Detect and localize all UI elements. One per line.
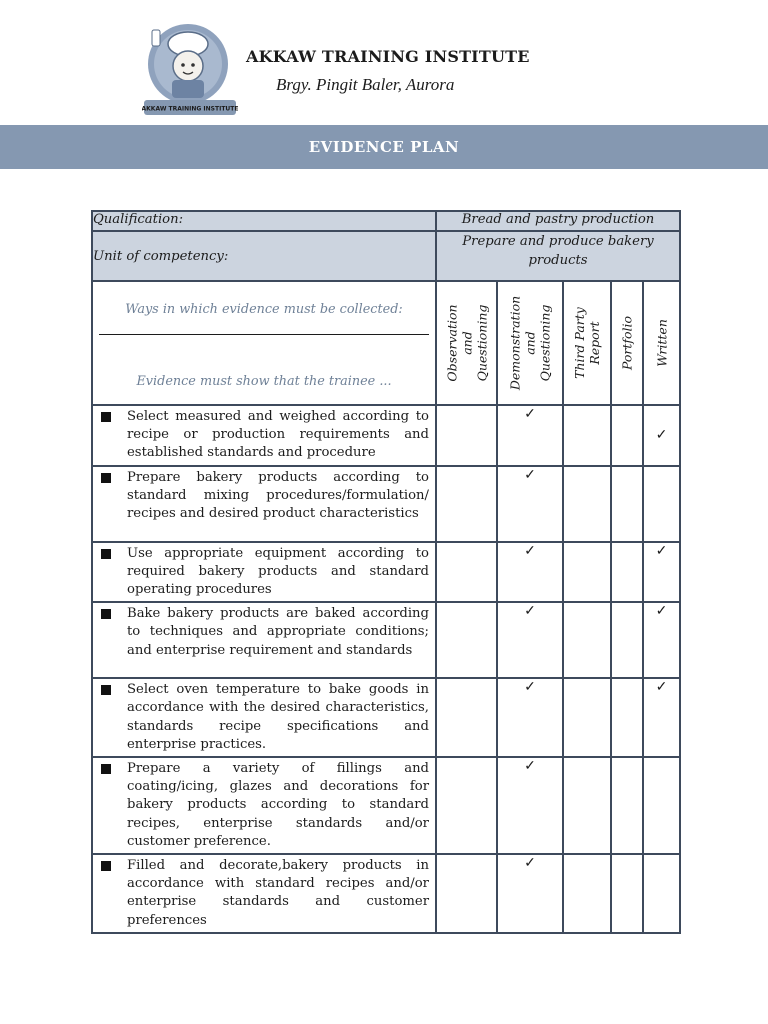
- method-cell: [436, 542, 497, 603]
- checkmark-icon: ✓: [497, 542, 563, 603]
- criterion-cell: [92, 405, 436, 466]
- ways-text: Ways in which evidence must be collected:: [125, 302, 403, 317]
- checkmark-icon: ✓: [497, 466, 563, 542]
- page-banner: [0, 125, 768, 169]
- unit-value: Prepare and produce bakery products: [436, 231, 680, 281]
- bullet-icon: [101, 685, 111, 695]
- criterion-row: [92, 405, 680, 466]
- method-cell: [563, 542, 611, 603]
- checkmark-icon: ✓: [643, 602, 680, 678]
- method-cell: [643, 466, 680, 542]
- bullet-icon: [101, 861, 111, 871]
- checkmark-icon: ✓: [497, 602, 563, 678]
- criterion-cell: [92, 854, 436, 933]
- method-header-written: [643, 281, 680, 405]
- method-cell: [611, 405, 643, 466]
- method-cell: [563, 757, 611, 854]
- method-cell: [643, 757, 680, 854]
- method-cell: [611, 854, 643, 933]
- method-line: Written: [654, 319, 670, 367]
- criterion-row: [92, 466, 680, 542]
- method-header-third-party: [563, 281, 611, 405]
- checkmark-icon: ✓: [497, 405, 563, 466]
- criterion-text: Prepare a variety of fillings and coating/icing, glazes and decorations for bakery products according to standard recipes, enterprise standards and/or customer preference.: [127, 761, 429, 849]
- criterion-cell: [92, 757, 436, 854]
- method-cell: [563, 602, 611, 678]
- method-cell: [611, 757, 643, 854]
- criterion-text: Bake bakery products are baked according to techniques and appropriate conditions; and enterprise requirement and standards: [127, 606, 429, 658]
- method-line: Report: [587, 321, 602, 365]
- method-cell: [611, 678, 643, 757]
- criterion-text: Use appropriate equipment according to required bakery products and standard operating procedures: [127, 545, 429, 598]
- checkmark-icon: ✓: [497, 678, 563, 757]
- criterion-cell: [92, 602, 436, 678]
- method-line: Questioning: [474, 304, 489, 382]
- method-cell: [611, 466, 643, 542]
- criterion-text: Prepare bakery products according to standard mixing procedures/formulation/ recipes and desired product characteristics: [127, 469, 429, 522]
- bullet-icon: [101, 764, 111, 774]
- method-cell: [563, 678, 611, 757]
- criterion-cell: [92, 542, 436, 603]
- institute-address: Brgy. Pingit Baler, Aurora: [276, 75, 455, 94]
- method-cell: [643, 854, 680, 933]
- divider-line: [99, 334, 429, 335]
- qualification-row: [92, 211, 680, 231]
- unit-label: Unit of competency:: [92, 231, 436, 281]
- method-cell: [563, 405, 611, 466]
- criterion-text: Select oven temperature to bake goods in accordance with the desired characteristics, standards recipe specifications and enterprise practices.: [127, 682, 429, 752]
- bullet-icon: [101, 412, 111, 422]
- evidence-plan-table: [91, 210, 681, 934]
- checkmark-icon: ✓: [643, 678, 680, 757]
- banner-title: EVIDENCE PLAN: [308, 138, 460, 156]
- criterion-cell: [92, 678, 436, 757]
- method-line: Observation: [444, 304, 459, 382]
- checkmark-icon: ✓: [497, 757, 563, 854]
- criterion-row: [92, 854, 680, 933]
- method-cell: [563, 466, 611, 542]
- method-cell: [436, 854, 497, 933]
- method-cell: [436, 678, 497, 757]
- criterion-text: Filled and decorate,bakery products in accordance with standard recipes and/or enterprise standards and customer preferences: [127, 858, 429, 928]
- criterion-row: [92, 542, 680, 603]
- method-cell: [611, 602, 643, 678]
- method-cell: [611, 542, 643, 603]
- method-cell: [436, 466, 497, 542]
- method-line: and: [522, 331, 538, 355]
- svg-text:AKKAW TRAINING INSTITUTE: AKKAW TRAINING INSTITUTE: [142, 105, 238, 113]
- checkmark-icon: ✓: [497, 854, 563, 933]
- checkmark-icon: ✓: [643, 405, 680, 466]
- method-header-portfolio: [611, 281, 643, 405]
- criteria-body: [92, 405, 680, 933]
- checkmark-icon: ✓: [643, 542, 680, 603]
- bullet-icon: [101, 609, 111, 619]
- method-header-observation: [436, 281, 497, 405]
- bullet-icon: [101, 473, 111, 483]
- method-cell: [563, 854, 611, 933]
- method-line: Demonstration: [507, 295, 523, 391]
- method-line: and: [459, 331, 474, 355]
- method-line: Third Party: [572, 307, 587, 379]
- criterion-row: [92, 602, 680, 678]
- qualification-label: Qualification:: [92, 211, 436, 231]
- evidence-text: Evidence must show that the trainee ...: [136, 374, 392, 389]
- qualification-value: Bread and pastry production: [436, 211, 680, 231]
- institute-name: AKKAW TRAINING INSTITUTE: [246, 47, 530, 66]
- method-header-demonstration: [497, 281, 563, 405]
- methods-header-row: [92, 281, 680, 405]
- criterion-row: [92, 757, 680, 854]
- method-cell: [436, 602, 497, 678]
- ways-cell: [92, 281, 436, 405]
- criterion-row: [92, 678, 680, 757]
- criterion-cell: [92, 466, 436, 542]
- method-line: Questioning: [537, 304, 553, 382]
- method-line: Portfolio: [619, 315, 635, 371]
- criterion-text: Select measured and weighed according to recipe or production requirements and established standards and procedure: [127, 409, 429, 461]
- institute-logo: [142, 20, 238, 120]
- unit-row: [92, 231, 680, 281]
- method-cell: [436, 757, 497, 854]
- bullet-icon: [101, 549, 111, 559]
- method-cell: [436, 405, 497, 466]
